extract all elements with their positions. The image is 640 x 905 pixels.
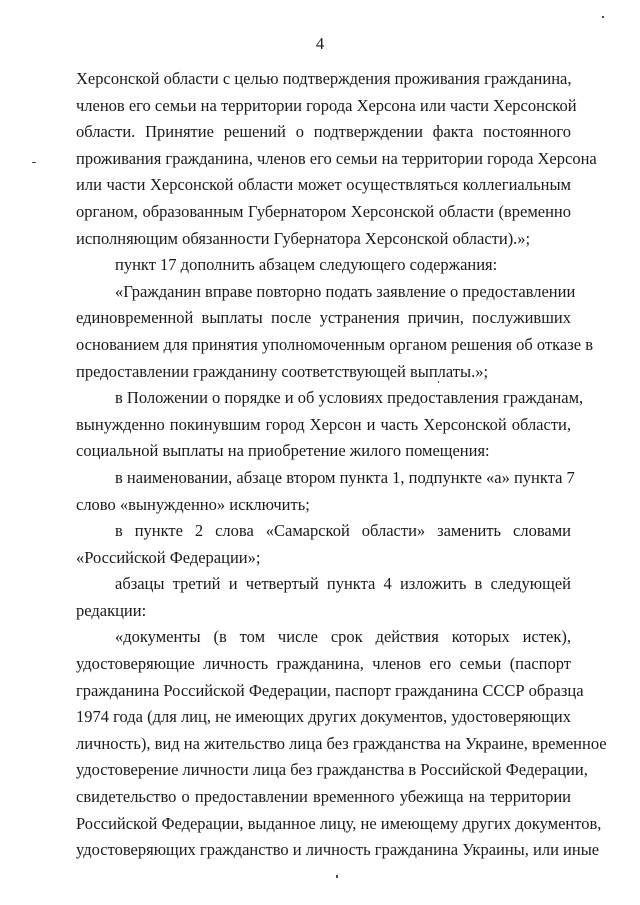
text-line: органом, образованным Губернатором Херсонской области (временно — [76, 201, 571, 221]
text-line: членов его семьи на территории города Херсона или части Херсонской — [76, 95, 577, 115]
text-line: редакции: — [76, 600, 147, 620]
text-line: области. Принятие решений о подтверждении факта постоянного — [76, 122, 571, 142]
paragraph — [76, 252, 571, 279]
text-line: удостоверение личности лица без гражданства в Российской Федерации, — [76, 760, 588, 780]
text-line: слово «вынужденно» исключить; — [76, 494, 310, 514]
text-line: свидетельство о предоставлении временного убежища на территории — [76, 787, 571, 807]
text-line: Российской Федерации, выданное лицу, не имеющему других документов, — [76, 813, 602, 833]
text-line: исполняющим обязанности Губернатора Херсонской области).»; — [76, 228, 531, 248]
text-line: гражданина Российской Федерации, паспорт гражданина СССР образца — [76, 680, 584, 700]
text-line: в наименовании, абзаце втором пункта 1, подпункте «а» пункта 7 — [115, 467, 575, 487]
text-line: единовременной выплаты после устранения причин, послуживших — [76, 308, 571, 328]
paragraph — [76, 385, 584, 465]
scan-speck — [336, 875, 338, 878]
paragraph — [76, 66, 597, 252]
text-line: удостоверяющие личность гражданина, членов его семьи (паспорт — [76, 654, 571, 674]
page-number: 4 — [315, 34, 325, 53]
text-line: удостоверяющих гражданство и личность гражданина Украины, или иные — [76, 840, 600, 860]
paragraph — [76, 279, 594, 385]
text-line: в пункте 2 слова «Самарской области» заменить словами — [115, 521, 571, 541]
scan-speck — [602, 16, 604, 18]
paragraph — [76, 571, 571, 624]
text-line: «Гражданин вправе повторно подать заявление о предоставлении — [115, 281, 576, 301]
text-line: личность), вид на жительство лица без гражданства на Украине, временное — [76, 733, 607, 753]
text-line: «документы (в том числе срок действия которых истек), — [115, 627, 571, 647]
text-line: основанием для принятия уполномоченным органом решения об отказе в — [76, 334, 594, 354]
text-line: вынужденно покинувшим город Херсон и часть Херсонской области, — [76, 414, 571, 434]
paragraph — [76, 465, 575, 518]
text-line: предоставлении гражданину соответствующей выплаты.»; — [76, 361, 489, 381]
text-line: Херсонской области с целью подтверждения проживания гражданина, — [76, 69, 572, 88]
text-line: социальной выплаты на приобретение жилого помещения: — [76, 441, 490, 461]
text-line: 1974 года (для лиц, не имеющих других документов, удостоверяющих — [76, 707, 571, 727]
body-text — [76, 66, 607, 864]
text-line: пункт 17 дополнить абзацем следующего содержания: — [115, 255, 498, 275]
scan-speck — [32, 162, 36, 163]
paragraph — [76, 624, 607, 863]
paragraph — [76, 518, 571, 571]
text-line: «Российской Федерации»; — [76, 547, 261, 567]
scan-speck — [438, 381, 439, 383]
text-line: или части Херсонской области может осуществляться коллегиальным — [76, 175, 571, 195]
text-line: абзацы третий и четвертый пункта 4 изложить в следующей — [115, 574, 571, 594]
text-line: проживания гражданина, членов его семьи на территории города Херсона — [76, 148, 597, 168]
text-line: в Положении о порядке и об условиях предоставления гражданам, — [115, 388, 584, 408]
